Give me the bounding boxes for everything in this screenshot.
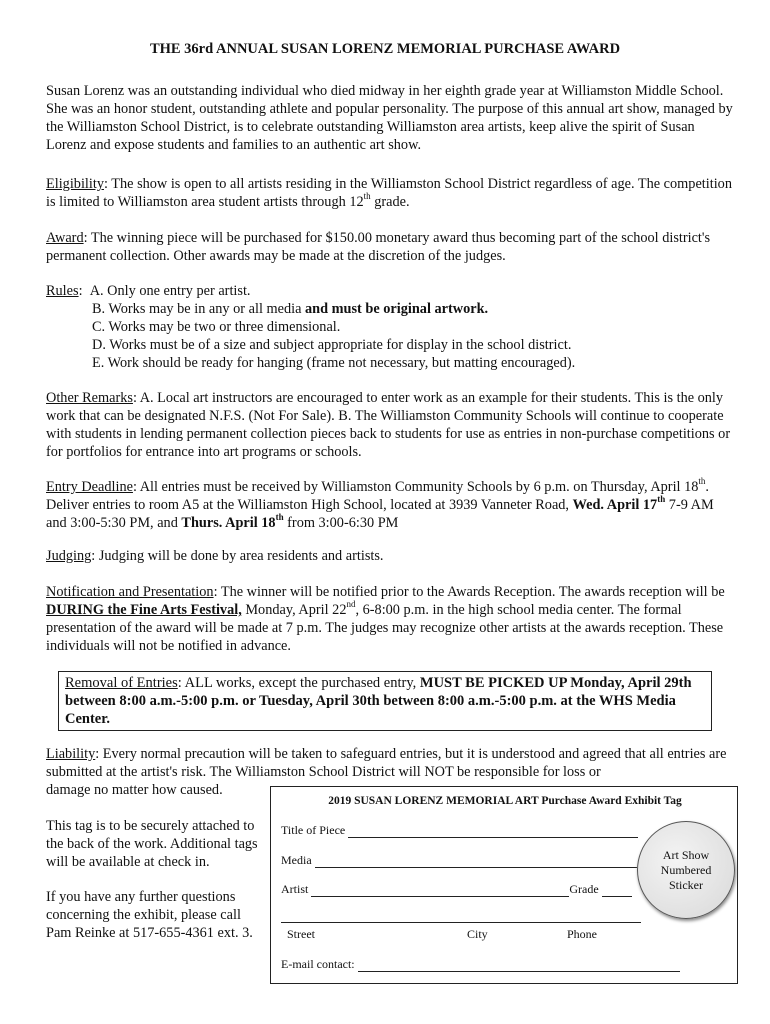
other-remarks-paragraph [46, 389, 736, 461]
tag-note: This tag is to be securely attached to the back of the work. Additional tags will be available at check in. [46, 818, 258, 870]
intro-paragraph: Susan Lorenz was an outstanding individual who died midway in her eighth grade year at Williamston Middle School. She was an honor student, outstanding athlete and popular personality. The purpose of this annual art show, managed by the Williamston School District, is to celebrate outstanding Williamston area artists, keep alive the spirit of Susan Lorenz and expose students and families to an authentic art show. [46, 83, 733, 153]
grade-field[interactable] [602, 884, 632, 897]
tag-title: 2019 SUSAN LORENZ MEMORIAL ART Purchase Award Exhibit Tag [328, 795, 682, 807]
address-line[interactable] [281, 922, 641, 923]
other-remarks-heading: Other Remarks [46, 390, 133, 406]
entry-deadline-paragraph: Entry Deadline: All entries must be received by Williamston Community Schools by 6 p.m. on Thursday, April 18th. Deliver entries to room A5 at the Williamston High School, located at 3939 Vanneter Road, Wed. April 17th 7-9 AM and 3:00-5:30 PM, and Thurs. April 18th from 3:00-6:30 PM [46, 476, 714, 531]
rules-list [92, 300, 575, 372]
notification-paragraph: Notification and Presentation: The winner will be notified prior to the Awards Reception. The awards reception will be DURING the Fine Arts Festival, Monday, April 22nd, 6-8:00 p.m. in the high school media center. The formal presentation of the award will be made at 7 p.m. The judges may recognize other artists at the awards reception. These individuals will not be notified in advance. [46, 584, 725, 654]
eligibility-paragraph [46, 175, 736, 211]
eligibility-tail: grade. [370, 194, 410, 210]
media-field[interactable]: Media [281, 853, 637, 868]
art-show-sticker-placeholder: Art Show Numbered Sticker [637, 821, 735, 919]
rules-heading: Rules [46, 283, 79, 299]
email-field[interactable]: E-mail contact: [281, 957, 680, 972]
rules-heading-line: Rules: A. Only one entry per artist. [46, 283, 251, 299]
removal-box: Removal of Entries: ALL works, except the purchased entry, MUST BE PICKED UP Monday, April 29th between 8:00 a.m.-5:00 p.m. or Tuesday, April 30th between 8:00 a.m.-5:00 p.m. at the WHS Media Center. [58, 671, 712, 731]
other-remarks-text: : A. Local art instructors are encouraged to enter work as an example for their students. This is the only work that can be designated N.F.S. (Not For Sale). B. The Williamston Community Schools will continue to cooperate with students in lending permanent collection pieces back to students for use as entries in non-purchase competitions or for portfolios for entrance into art programs or schools. [46, 390, 731, 460]
award-text: : The winning piece will be purchased for $150.00 monetary award thus becoming part of the school district's permanent collection. Other awards may be made at the discretion of the judges. [46, 230, 711, 264]
street-label: Street [287, 927, 315, 941]
judging-paragraph: Judging: Judging will be done by area residents and artists. [46, 548, 384, 564]
questions-note: If you have any further questions concerning the exhibit, please call Pam Reinke at 517-655-4361 ext. 3. [46, 889, 253, 941]
city-label: City [467, 927, 488, 941]
phone-label: Phone [567, 927, 597, 941]
rule-e: E. Work should be ready for hanging (frame not necessary, but matting encouraged). [92, 355, 576, 371]
grade-label: Grade [569, 882, 599, 896]
award-heading: Award [46, 230, 84, 246]
rule-b: B. Works may be in any or all media and must be original artwork. [92, 301, 489, 317]
artist-field[interactable]: Artist Grade [281, 882, 632, 897]
liability-paragraph: Liability: Every normal precaution will be taken to safeguard entries, but it is understood and agreed that all entries are submitted at the artist's risk. The Williamston School District will NOT be responsible for loss or damage no matter how caused. [46, 746, 727, 798]
rule-a: A. Only one entry per artist. [89, 283, 251, 299]
rule-d: D. Works must be of a size and subject appropriate for display in the school district. [92, 337, 572, 353]
notification-heading: Notification and Presentation [46, 584, 214, 600]
rule-c: C. Works may be two or three dimensional. [92, 319, 341, 335]
liability-heading: Liability [46, 746, 96, 762]
document-title: THE 36rd ANNUAL SUSAN LORENZ MEMORIAL PURCHASE AWARD [149, 41, 621, 57]
eligibility-text: : The show is open to all artists residing in the Williamston School District regardless of age. The competition is limited to Williamston area student artists through 12 [46, 176, 732, 210]
eligibility-sup: th [363, 191, 371, 202]
entry-deadline-heading: Entry Deadline [46, 479, 133, 495]
eligibility-heading: Eligibility [46, 176, 104, 192]
title-of-piece-field[interactable]: Title of Piece [281, 823, 638, 838]
award-paragraph [46, 229, 736, 265]
exhibit-tag [270, 786, 738, 984]
removal-heading: Removal of Entries [65, 675, 178, 691]
judging-heading: Judging [46, 548, 92, 564]
